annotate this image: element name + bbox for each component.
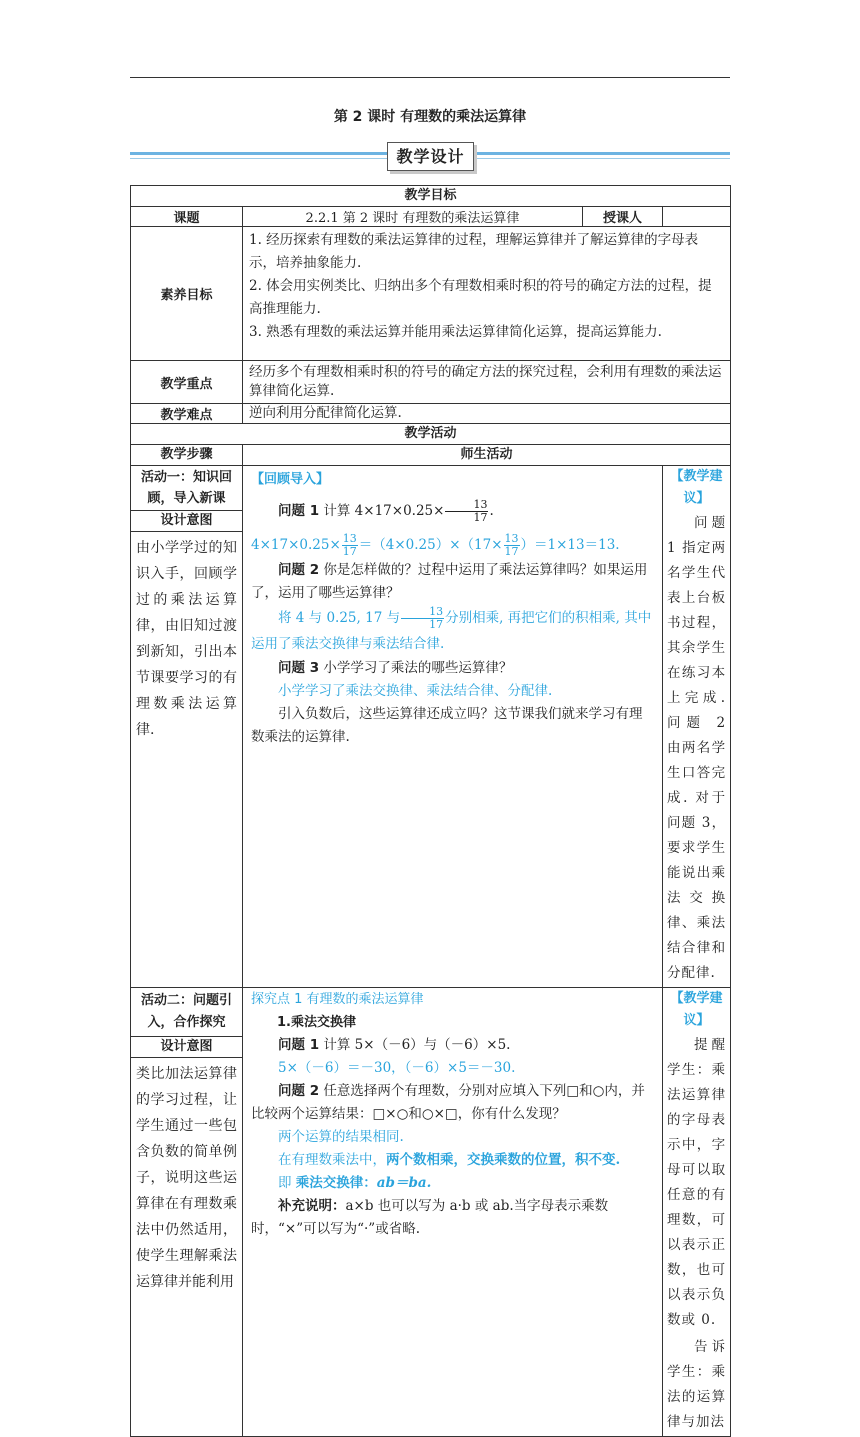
activity2-answer-1: 5×（－6）＝－30，（－6）×5＝－30. [278,1060,516,1076]
literacy-item: 3. 熟悉有理数的乘法运算并能用乘法运算律简化运算，提高运算能力. [249,324,662,340]
focus-label: 教学重点 [131,361,243,404]
header-rule [130,77,730,78]
steps-column-header: 教学步骤 [131,445,243,466]
question-text: 任意选择两个有理数，分别对应填入下列□和○内，并比较两个运算结果：□×○和○×□，你有什么发现？ [251,1083,645,1122]
activity2-answer-3: 在有理数乘法中，两个数相乘，交换乘数的位置，积不变. [278,1152,621,1168]
question-label: 问题 1 [278,1037,320,1053]
literacy-goals [243,227,731,361]
activity-column-header: 师生活动 [243,445,731,466]
difficulty-text: 逆向利用分配律简化运算. [243,404,731,424]
commutative-law: 即 乘法交换律：ab＝ba. [278,1175,432,1191]
topic-value: 2.2.1 第 2 课时 有理数的乘法运算律 [243,207,583,227]
activity1-design-label: 设计意图 [131,511,242,532]
activity2-question-1 [251,1034,654,1057]
activity1-design-text: 由小学学过的知识入手，回顾学过的乘法运算律，由旧知过渡到新知，引出本节课要学习的有理数乘法运算律. [136,540,237,738]
activity2-question-2 [251,1080,654,1126]
question-label: 问题 2 [278,562,320,578]
supplementary-note: 补充说明：a×b 也可以写为 a·b 或 ab.当字母表示乘数时，“×”可以写为“·”或省略. [251,1198,609,1237]
fraction: $\frac{13}{17}$ [401,606,444,631]
activity1-content [243,466,663,988]
activity2-suggestion [663,988,731,1437]
activity1-intro: 引入负数后，这些运算律还成立吗？这节课我们就来学习有理数乘法的运算律. [251,706,643,745]
goals-section-title: 教学目标 [131,186,731,207]
activity1-suggestion [663,466,731,988]
explore-title: 探究点 1 有理数的乘法运算律 [251,992,424,1007]
literacy-label: 素养目标 [131,227,243,361]
activity1-step-cell [131,466,243,988]
activity1-question-3 [251,657,654,680]
activity2-step-cell [131,988,243,1437]
fraction: $\frac{13}{17}$ [504,532,519,558]
commutative-subtitle: 1.乘法交换律 [277,1015,356,1030]
teacher-value [663,207,731,227]
suggestion-tag: 【教学建议】 [670,991,723,1028]
question-label: 问题 3 [278,660,320,676]
question-label: 问题 1 [278,503,320,519]
question-text: 小学学习了乘法的哪些运算律？ [323,660,513,676]
activity2-design-label: 设计意图 [131,1037,242,1058]
activity2-step-title: 活动二：问题引入，合作探究 [131,988,242,1037]
difficulty-label: 教学难点 [131,404,243,424]
question-label: 问题 2 [278,1083,320,1099]
lesson-title: 第 2 课时 有理数的乘法运算律 [333,109,527,125]
question-text: 你是怎样做的？过程中运用了乘法运算律吗？如果运用了，运用了哪些运算律？ [251,562,648,601]
literacy-item: 2. 体会用实例类比、归纳出多个有理数相乘时积的符号的确定方法的过程，提高推理能力. [249,278,712,317]
fraction: $\frac{13}{17}$ [342,532,357,558]
activity1-answer-3: 小学学习了乘法交换律、乘法结合律、分配律. [278,683,553,699]
banner-teaching-design: 教学设计 [387,142,474,171]
activity1-step-title: 活动一：知识回顾，导入新课 [131,466,242,511]
focus-text: 经历多个有理数相乘时积的符号的确定方法的探究过程，会利用有理数的乘法运算律简化运算. [243,361,731,404]
fraction: $\frac{13}{17}$ [445,499,488,524]
activity1-answer-2: 将 4 与 0.25, 17 与 $\frac{13}{17}$ 分别相乘, 再把它们的积相乘, 其中运用了乘法交换律与乘法结合律. [251,605,652,652]
activity1-question-1: 问题 1 计算 4×17×0.25× $\frac{13}{17}$ . [278,498,494,524]
activity2-answer-2: 两个运算的结果相同. [278,1129,404,1145]
activity2-design-text: 类比加法运算律的学习过程，让学生通过一些包含负数的简单例子，说明这些运算律在有理数乘法中仍然适用，使学生理解乘法运算律并能利用 [136,1066,237,1290]
question-text: 计算 5×（－6）与（－6）×5. [323,1037,511,1053]
suggestion-text: 问题 1 指定两名学生代表上台板书过程，其余学生在练习本上完成. 问题 2 由两名学生口答完成. 对于问题 3，要求学生能说出乘法交换律、乘法结合律和分配律. [667,515,727,981]
lesson-plan-table [130,185,731,1437]
activities-section-title: 教学活动 [131,424,731,445]
activity2-content [243,988,663,1437]
suggestion-tag: 【教学建议】 [670,469,723,506]
suggestion-text: 告诉学生：乘法的运算律与加法 [667,1339,727,1430]
review-intro-tag: 【回顾导入】 [251,472,330,487]
suggestion-text: 提醒学生：乘法运算律的字母表示中，字母可以取任意的有理数，可以表示正数，也可以表示负数或 0. [667,1037,727,1328]
activity1-question-2 [251,559,654,605]
question-text: 计算 4×17×0.25× [323,503,445,519]
literacy-item: 1. 经历探索有理数的乘法运算律的过程，理解运算律并了解运算律的字母表示，培养抽象能力. [249,232,699,271]
teacher-label: 授课人 [583,207,663,227]
activity1-answer-1: 4×17×0.25× $\frac{13}{17}$ ＝（4×0.25）×（17× $\frac{13}{17}$ ）＝1×13＝13. [251,532,620,558]
topic-label: 课题 [131,207,243,227]
